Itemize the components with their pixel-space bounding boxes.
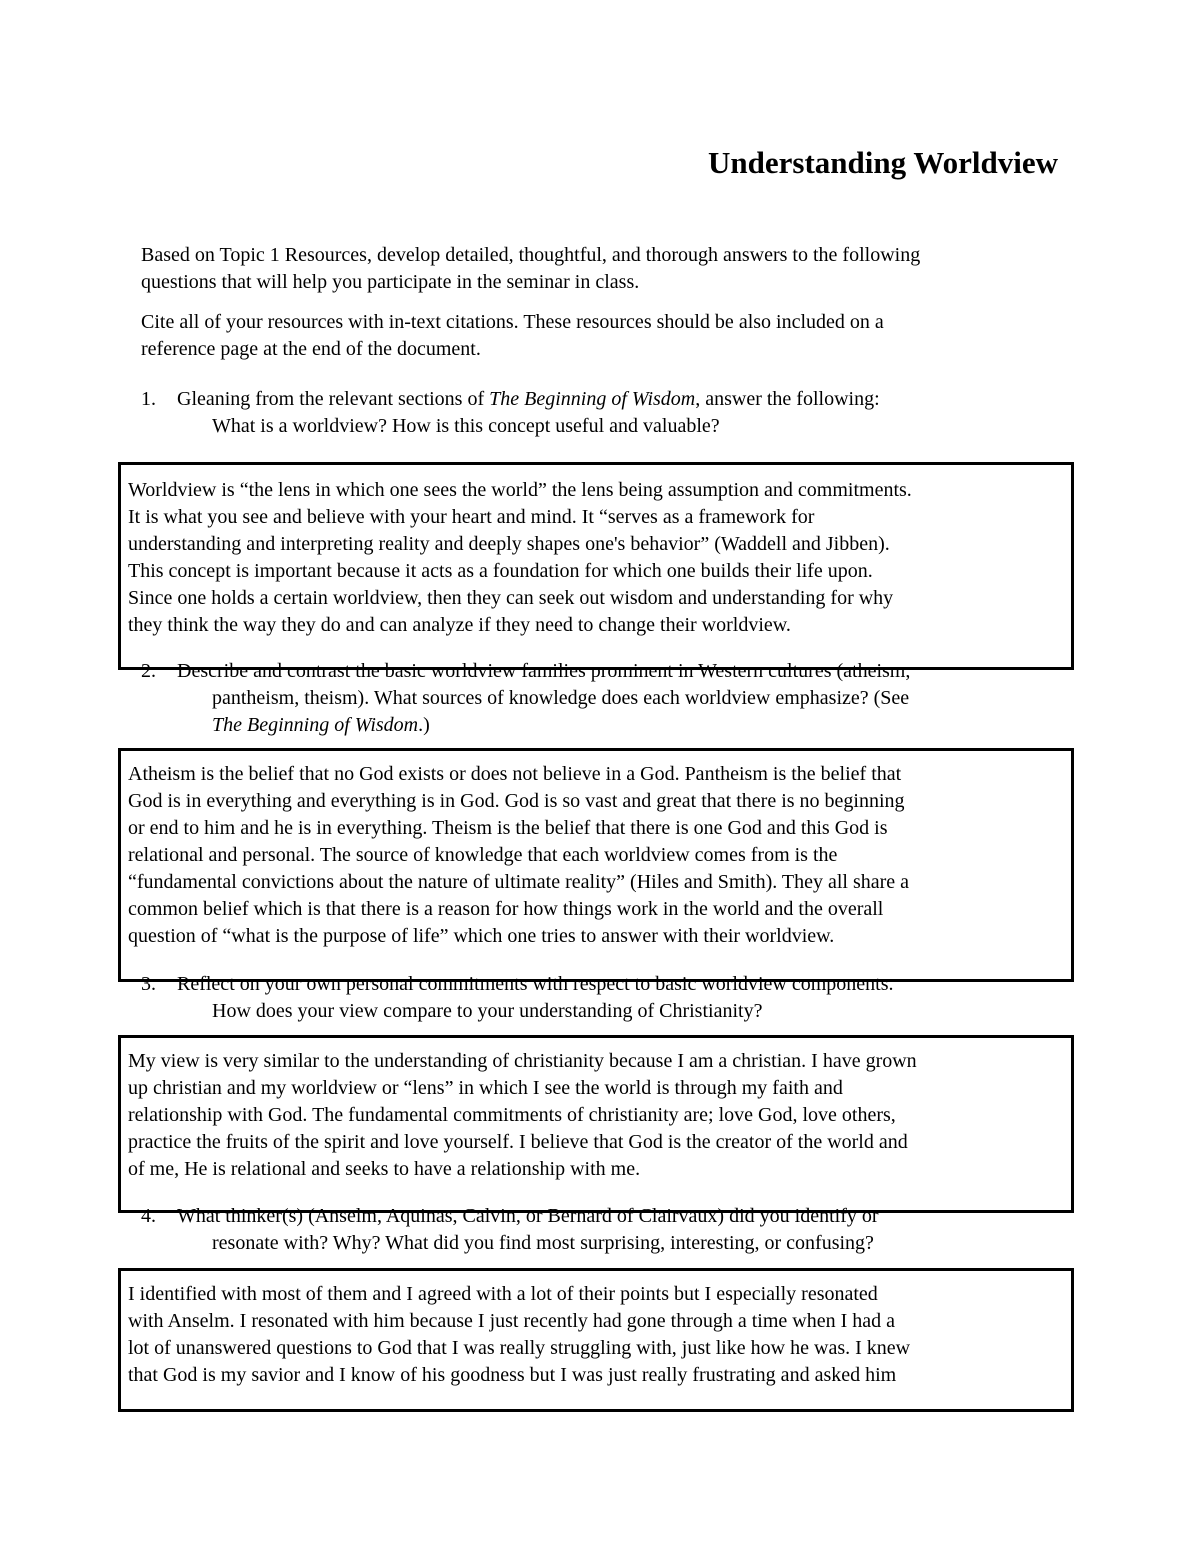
answer-line: with Anselm. I resonated with him because I just recently had gone through a time when I had a [128,1310,896,1332]
book-title: The Beginning of Wisdom [489,388,696,410]
answer-line: common belief which is that there is a reason for how things work in the world and the overall [128,898,884,920]
answer-box-3[interactable] [118,1035,1074,1213]
answer-line: It is what you see and believe with your heart and mind. It “serves as a framework for [128,506,815,528]
answer-box-1[interactable] [118,462,1074,670]
question-number: 2. [141,660,156,682]
intro-line: Cite all of your resources with in-text citations. These resources should be also included on a [141,311,884,333]
page-title: Understanding Worldview [708,145,1058,180]
question-line: Reflect on your own personal commitments with respect to basic worldview components. [177,973,894,995]
intro-paragraph-1 [141,242,1071,296]
answer-line: God is in everything and everything is in God. God is so vast and great that there is no beginning [128,790,905,812]
answer-line: that God is my savior and I know of his goodness but I was just really frustrating and asked him [128,1364,897,1386]
question-text: .) [418,714,430,736]
question-text: Gleaning from the relevant sections of [177,388,490,410]
answer-line: of me, He is relational and seeks to have a relationship with me. [128,1158,641,1180]
intro-line: reference page at the end of the document. [141,338,481,360]
question-2 [141,658,1071,739]
intro-paragraph-2 [141,309,1071,363]
answer-line: I identified with most of them and I agreed with a lot of their points but I especially resonated [128,1283,878,1305]
answer-line: practice the fruits of the spirit and love yourself. I believe that God is the creator of the world and [128,1131,908,1153]
question-4 [141,1203,1071,1257]
answer-line: relational and personal. The source of knowledge that each worldview comes from is the [128,844,838,866]
question-line [141,386,1071,413]
answer-line: This concept is important because it acts as a foundation for which one builds their life upon. [128,560,873,582]
question-text: , answer the following: [695,388,880,410]
intro-line: questions that will help you participate in the seminar in class. [141,271,640,293]
question-line: Describe and contrast the basic worldview families prominent in Western cultures (atheism, [177,660,911,682]
question-line [141,712,1071,739]
question-3 [141,971,1071,1025]
answer-line: question of “what is the purpose of life” which one tries to answer with their worldview. [128,925,835,947]
answer-line: they think the way they do and can analyze if they need to change their worldview. [128,614,791,636]
answer-line: or end to him and he is in everything. Theism is the belief that there is one God and this God is [128,817,888,839]
answer-box-4[interactable] [118,1268,1074,1412]
answer-line: relationship with God. The fundamental commitments of christianity are; love God, love others, [128,1104,896,1126]
question-line: pantheism, theism). What sources of knowledge does each worldview emphasize? (See [212,687,910,709]
answer-line: “fundamental convictions about the nature of ultimate reality” (Hiles and Smith). They all share a [128,871,910,893]
question-line: resonate with? Why? What did you find most surprising, interesting, or confusing? [212,1232,874,1254]
answer-line: Atheism is the belief that no God exists or does not believe in a God. Pantheism is the belief that [128,763,902,785]
answer-box-2[interactable] [118,748,1074,982]
intro-line: Based on Topic 1 Resources, develop detailed, thoughtful, and thorough answers to the following [141,244,921,266]
question-number: 1. [141,388,156,410]
question-number: 4. [141,1205,156,1227]
question-line: What thinker(s) (Anselm, Aquinas, Calvin, or Bernard of Clairvaux) did you identify or [177,1205,879,1227]
answer-line: Worldview is “the lens in which one sees the world” the lens being assumption and commitments. [128,479,912,501]
question-line: How does your view compare to your understanding of Christianity? [212,1000,763,1022]
answer-line: lot of unanswered questions to God that I was really struggling with, just like how he was. I knew [128,1337,911,1359]
book-title: The Beginning of Wisdom [212,714,419,736]
question-number: 3. [141,973,156,995]
answer-line: understanding and interpreting reality and deeply shapes one's behavior” (Waddell and Jibben). [128,533,890,555]
question-line: What is a worldview? How is this concept useful and valuable? [212,415,720,437]
answer-line: up christian and my worldview or “lens” in which I see the world is through my faith and [128,1077,843,1099]
answer-line: My view is very similar to the understanding of christianity because I am a christian. I have grown [128,1050,917,1072]
answer-line: Since one holds a certain worldview, then they can seek out wisdom and understanding for why [128,587,894,609]
question-1 [141,386,1071,440]
